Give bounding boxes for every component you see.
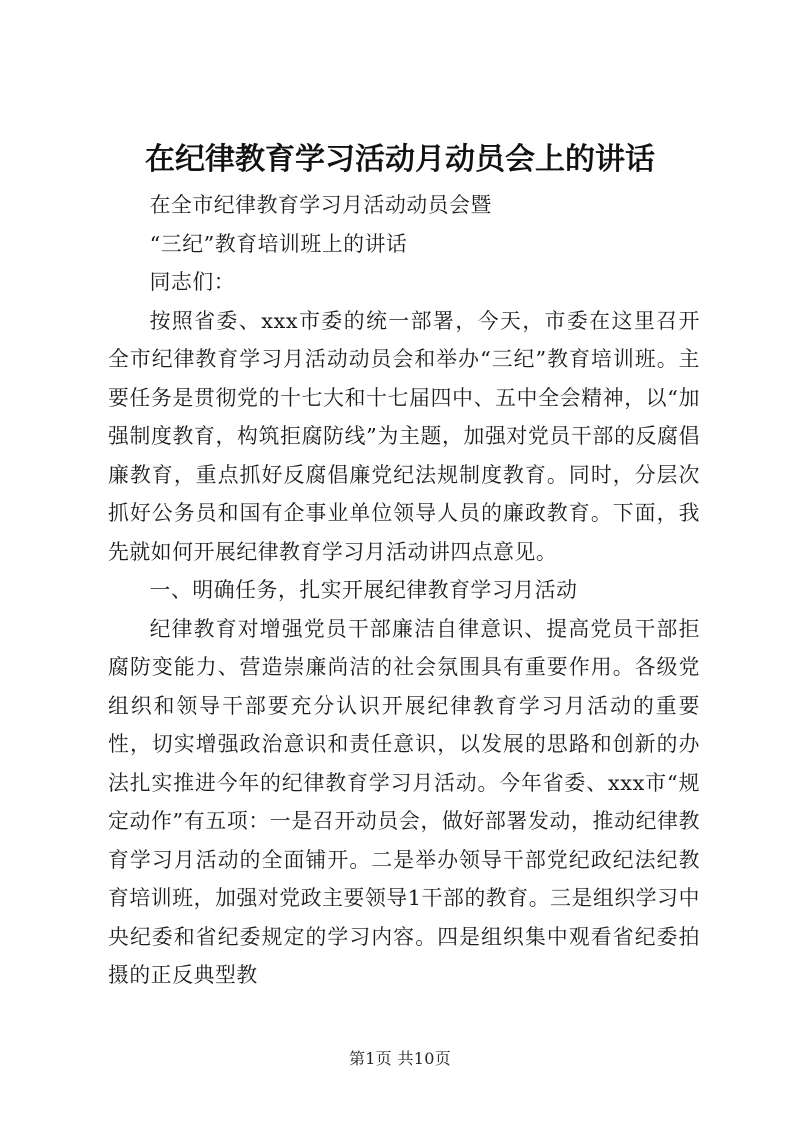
- document-body: [108, 186, 700, 995]
- subtitle-line-1: 在全市纪律教育学习月活动动员会暨: [149, 193, 492, 217]
- salutation: 同志们：: [149, 270, 236, 294]
- page-footer: 第1页 共10页: [348, 1049, 452, 1068]
- section-heading-1: 一、明确任务，扎实开展纪律教育学习月活动: [149, 578, 578, 602]
- document-title: 在纪律教育学习活动月动员会上的讲话: [145, 142, 655, 177]
- subtitle-line-2: “三纪”教育培训班上的讲话: [149, 231, 408, 256]
- paragraph-section-1: 纪律教育对增强党员干部廉洁自律意识、提高党员干部拒腐防变能力、营造崇廉尚洁的社会氛围具有重要作用。各级党组织和领导干部要充分认识开展纪律教育学习月活动的重要性，切实增强政治意识和责任意识，以发展的思路和创新的办法扎实推进今年的纪律教育学习月活动。今年省委、xxx市“规定动作”有五项：一是召开动员会，做好部署发动，推动纪律教育学习月活动的全面铺开。二是举办领导干部党纪政纪法纪教育培训班，加强对党政主要领导1干部的教育。三是组织学习中央纪委和省纪委规定的学习内容。四是组织集中观看省纪委拍摄的正反典型教: [108, 616, 700, 987]
- paragraph-intro: 按照省委、xxx市委的统一部署，今天，市委在这里召开全市纪律教育学习月活动动员会和举办“三纪”教育培训班。主要任务是贯彻党的十七大和十七届四中、五中全会精神，以“加强制度教育，构筑拒腐防线”为主题，加强对党员干部的反腐倡廉教育，重点抓好反腐倡廉党纪法规制度教育。同时，分层次抓好公务员和国有企事业单位领导人员的廉政教育。下面，我先就如何开展纪律教育学习月活动讲四点意见。: [108, 308, 700, 564]
